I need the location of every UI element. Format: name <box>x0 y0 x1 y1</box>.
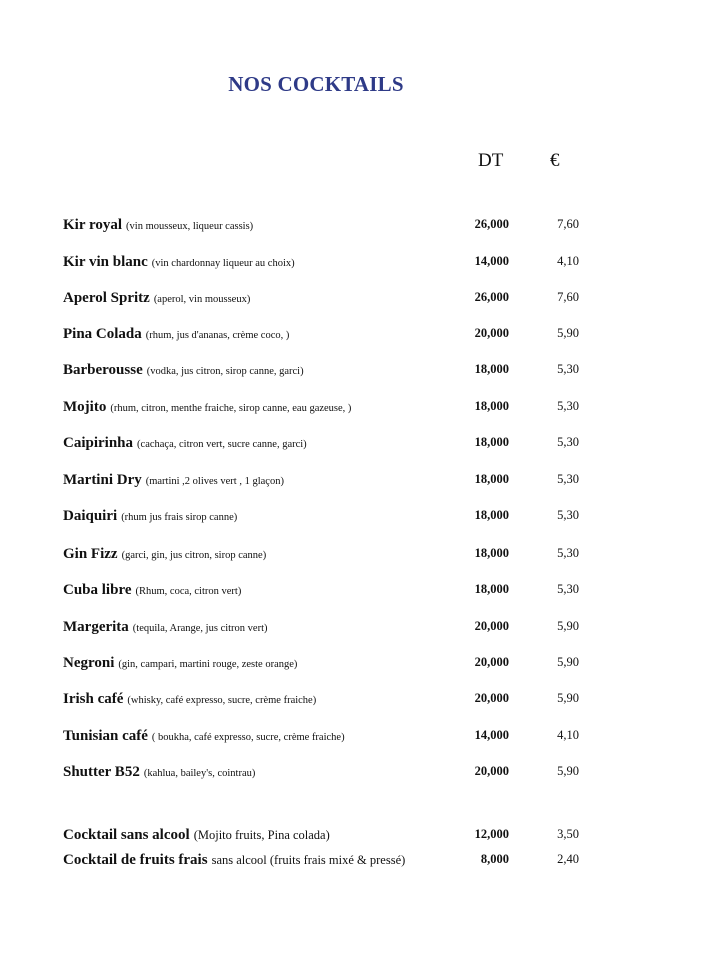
price-dt: 18,000 <box>474 472 509 486</box>
menu-item <box>63 763 683 785</box>
price-euro: 5,30 <box>557 399 579 413</box>
price-dt: 14,000 <box>474 728 509 742</box>
price-euro: 5,90 <box>557 655 579 669</box>
item-description: (garci, gin, jus citron, sirop canne) <box>121 550 267 561</box>
price-euro: 5,90 <box>557 326 579 340</box>
price-dt: 20,000 <box>474 619 509 633</box>
price-euro: 5,30 <box>557 508 579 522</box>
column-header-dt: DT <box>478 150 504 171</box>
price-dt: 26,000 <box>474 217 509 231</box>
item-name: Gin Fizz <box>63 546 118 562</box>
price-euro: 7,60 <box>557 290 579 304</box>
price-dt: 12,000 <box>474 827 509 841</box>
price-euro: 2,40 <box>557 852 579 866</box>
item-description: sans alcool (fruits frais mixé & pressé) <box>211 853 406 867</box>
menu-item <box>63 253 683 275</box>
price-dt: 18,000 <box>474 508 509 522</box>
menu-item <box>63 289 683 311</box>
menu-item <box>63 690 683 712</box>
price-dt: 14,000 <box>474 254 509 268</box>
item-description: (gin, campari, martini rouge, zeste orange) <box>118 659 298 670</box>
price-dt: 18,000 <box>474 582 509 596</box>
item-name: Aperol Spritz <box>63 290 150 306</box>
item-description: (rhum, citron, menthe fraiche, sirop canne, eau gazeuse, ) <box>110 403 352 414</box>
price-dt: 18,000 <box>474 362 509 376</box>
price-euro: 5,30 <box>557 582 579 596</box>
item-description: (vin mousseux, liqueur cassis) <box>126 221 254 232</box>
item-description: (aperol, vin mousseux) <box>153 294 251 305</box>
price-euro: 5,90 <box>557 619 579 633</box>
price-euro: 5,30 <box>557 435 579 449</box>
item-name: Daiquiri <box>63 508 118 524</box>
item-description: ( boukha, café expresso, sucre, crème fraiche) <box>151 732 345 743</box>
item-description: (kahlua, bailey's, cointrau) <box>143 768 256 779</box>
item-name: Kir royal <box>63 217 123 233</box>
menu-item <box>63 216 683 238</box>
item-name: Cocktail sans alcool <box>63 827 190 843</box>
price-dt: 8,000 <box>480 852 509 866</box>
price-dt: 26,000 <box>474 290 509 304</box>
menu-item <box>63 545 683 567</box>
item-name: Margerita <box>63 619 129 635</box>
menu-item <box>63 361 683 383</box>
menu-item <box>63 826 683 848</box>
price-euro: 5,30 <box>557 362 579 376</box>
menu-item <box>63 434 683 456</box>
item-name: Cocktail de fruits frais <box>63 852 208 868</box>
item-name: Negroni <box>63 655 115 671</box>
column-header-euro: € <box>550 150 560 171</box>
menu-item <box>63 654 683 676</box>
price-dt: 20,000 <box>474 764 509 778</box>
price-euro: 5,90 <box>557 764 579 778</box>
price-dt: 18,000 <box>474 399 509 413</box>
menu-item <box>63 851 683 873</box>
item-description: (whisky, café expresso, sucre, crème fraiche) <box>127 695 317 706</box>
price-euro: 3,50 <box>557 827 579 841</box>
price-dt: 18,000 <box>474 546 509 560</box>
price-euro: 4,10 <box>557 254 579 268</box>
item-description: (rhum, jus d'ananas, crème coco, ) <box>145 330 290 341</box>
menu-item <box>63 581 683 603</box>
item-name: Shutter B52 <box>63 764 140 780</box>
item-name: Irish café <box>63 691 124 707</box>
price-euro: 5,90 <box>557 691 579 705</box>
item-name: Mojito <box>63 399 107 415</box>
item-name: Caipirinha <box>63 435 134 451</box>
item-description: (vin chardonnay liqueur au choix) <box>151 258 295 269</box>
item-description: (tequila, Arange, jus citron vert) <box>132 623 268 634</box>
menu-item <box>63 507 683 529</box>
price-dt: 20,000 <box>474 655 509 669</box>
menu-item <box>63 471 683 493</box>
item-name: Martini Dry <box>63 472 142 488</box>
item-name: Barberousse <box>63 362 143 378</box>
price-dt: 20,000 <box>474 691 509 705</box>
item-description: (vodka, jus citron, sirop canne, garci) <box>146 366 304 377</box>
page-title: NOS COCKTAILS <box>228 72 404 96</box>
price-euro: 7,60 <box>557 217 579 231</box>
menu-item <box>63 618 683 640</box>
item-description: (martini ,2 olives vert , 1 glaçon) <box>145 476 284 487</box>
menu-item <box>63 727 683 749</box>
menu-item <box>63 398 683 420</box>
menu-item <box>63 325 683 347</box>
item-description: (Mojito fruits, Pina colada) <box>193 828 330 842</box>
price-euro: 5,30 <box>557 546 579 560</box>
item-name: Cuba libre <box>63 582 132 598</box>
price-euro: 4,10 <box>557 728 579 742</box>
item-description: (cachaça, citron vert, sucre canne, garci) <box>137 439 307 450</box>
item-name: Tunisian café <box>63 728 148 744</box>
item-name: Kir vin blanc <box>63 254 148 270</box>
item-name: Pina Colada <box>63 326 142 342</box>
price-euro: 5,30 <box>557 472 579 486</box>
item-description: (Rhum, coca, citron vert) <box>135 586 242 597</box>
item-description: (rhum jus frais sirop canne) <box>121 512 238 523</box>
price-dt: 20,000 <box>474 326 509 340</box>
price-dt: 18,000 <box>474 435 509 449</box>
